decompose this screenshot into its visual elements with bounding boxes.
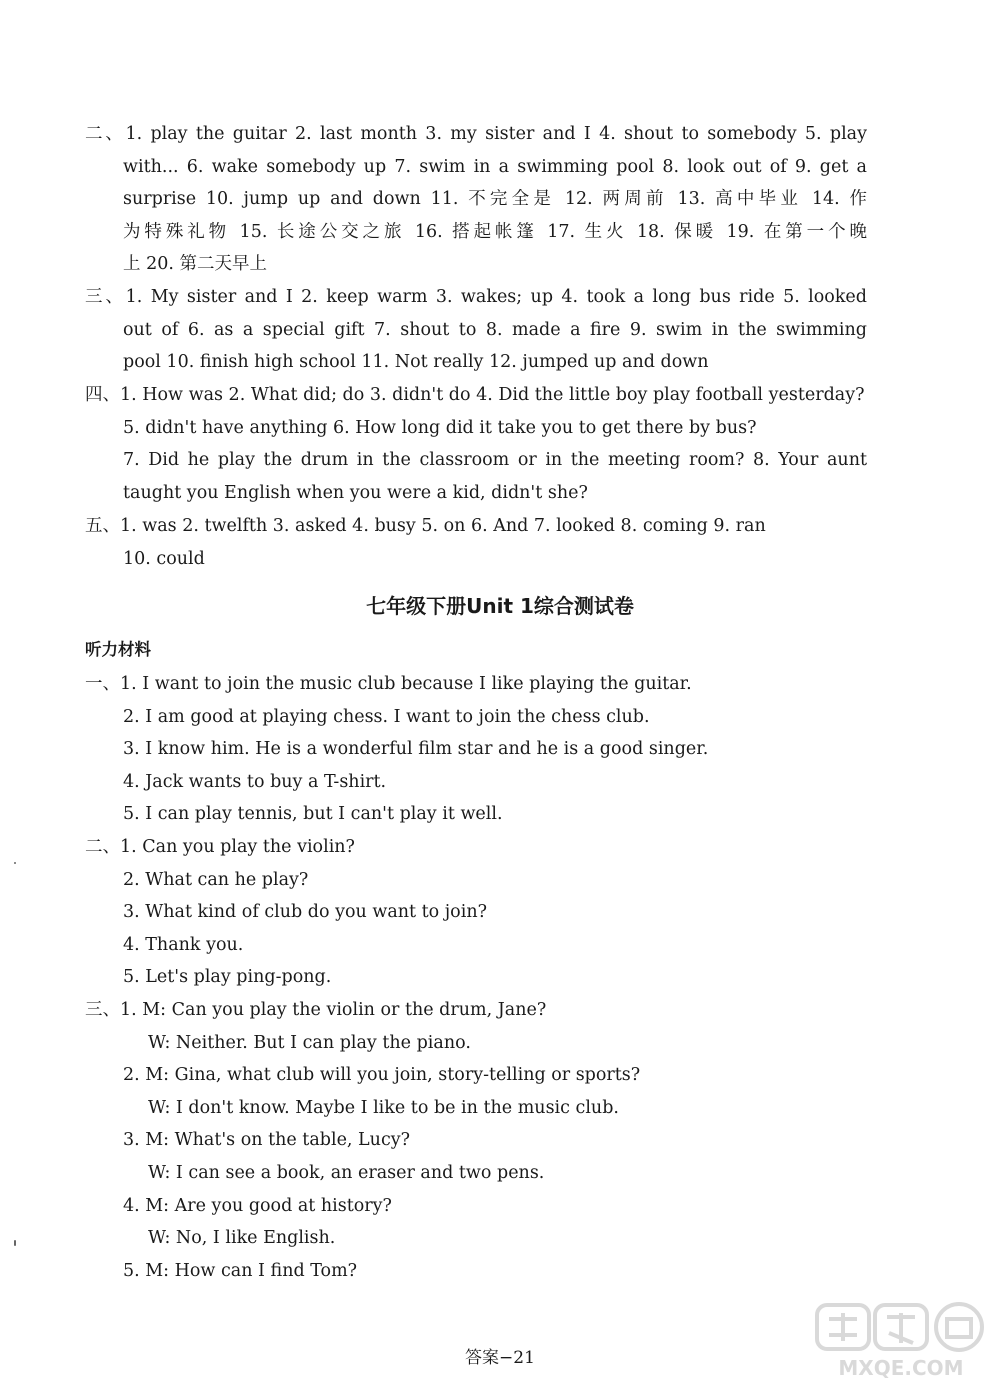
answer-line: 5. didn't have anything 6. How long did it take you to get there by bus? bbox=[123, 417, 757, 438]
listening-line: 2. What can he play? bbox=[123, 869, 309, 890]
answer-section-5 bbox=[85, 510, 867, 575]
dialogue-line: 三、1. M: Can you play the violin or the drum, Jane? bbox=[85, 1000, 547, 1020]
answer-line: 三、1. My sister and I 2. keep warm 3. wakes; up 4. took a long bus ride 5. looked bbox=[85, 287, 867, 307]
answer-line: 为特殊礼物 15. 长途公交之旅 16. 搭起帐篷 17. 生火 18. 保暖 19. 在第一个晚 bbox=[123, 221, 867, 242]
listening-line: 4. Thank you. bbox=[123, 934, 244, 955]
dialogue-line: W: I don't know. Maybe I like to be in the music club. bbox=[148, 1097, 619, 1118]
listening-section-2 bbox=[85, 831, 487, 994]
listening-line: 4. Jack wants to buy a T-shirt. bbox=[123, 771, 387, 792]
answer-line: out of 6. as a special gift 7. shout to 8. made a fire 9. swim in the swimming bbox=[123, 319, 867, 340]
answer-line: taught you English when you were a kid, didn't she? bbox=[123, 482, 588, 503]
answer-line: 五、1. was 2. twelfth 3. asked 4. busy 5. on 6. And 7. looked 8. coming 9. ran bbox=[85, 516, 766, 536]
answer-line: 7. Did he play the drum in the classroom or in the meeting room? 8. Your aunt bbox=[123, 450, 867, 471]
listening-heading: 听力材料 bbox=[85, 640, 151, 659]
dialogue-line: W: Neither. But I can play the piano. bbox=[148, 1032, 471, 1053]
answer-line: 10. could bbox=[123, 548, 205, 569]
dialogue-line: W: I can see a book, an eraser and two pens. bbox=[148, 1162, 545, 1183]
listening-section-1 bbox=[85, 668, 708, 831]
watermark-logo bbox=[813, 1301, 988, 1381]
answer-line: 四、1. How was 2. What did; do 3. didn't do 4. Did the little boy play football yesterday? bbox=[85, 385, 865, 405]
listening-section-3 bbox=[85, 994, 640, 1287]
listening-line: 二、1. Can you play the violin? bbox=[85, 837, 355, 857]
answer-section-3 bbox=[85, 281, 867, 379]
listening-line: 3. What kind of club do you want to join? bbox=[123, 902, 487, 923]
listening-line: 5. Let's play ping-pong. bbox=[123, 967, 332, 988]
scan-speck bbox=[14, 1240, 16, 1246]
dialogue-line: 5. M: How can I find Tom? bbox=[123, 1260, 358, 1281]
listening-line: 一、1. I want to join the music club because I like playing the guitar. bbox=[85, 674, 692, 694]
listening-line: 3. I know him. He is a wonderful film star and he is a good singer. bbox=[123, 739, 709, 760]
answer-line: pool 10. finish high school 11. Not really 12. jumped up and down bbox=[123, 352, 709, 373]
page-number: 答案−21 bbox=[465, 1348, 535, 1368]
svg-text:MXQE.COM: MXQE.COM bbox=[838, 1356, 964, 1380]
answer-line: with... 6. wake somebody up 7. swim in a swimming pool 8. look out of 9. get a bbox=[123, 156, 867, 177]
answer-line: surprise 10. jump up and down 11. 不完全是 12. 两周前 13. 高中毕业 14. 作 bbox=[123, 189, 867, 210]
dialogue-line: 2. M: Gina, what club will you join, story-telling or sports? bbox=[123, 1065, 641, 1086]
answer-section-2 bbox=[85, 118, 867, 281]
answer-line: 二、1. play the guitar 2. last month 3. my sister and I 4. shout to somebody 5. play bbox=[85, 124, 867, 144]
section-title: 七年级下册Unit 1综合测试卷 bbox=[366, 594, 634, 618]
dialogue-line: W: No, I like English. bbox=[148, 1228, 336, 1249]
dialogue-line: 3. M: What's on the table, Lucy? bbox=[123, 1130, 411, 1151]
answer-line: 上 20. 第二天早上 bbox=[123, 254, 267, 275]
answer-section-4 bbox=[85, 379, 867, 509]
listening-line: 5. I can play tennis, but I can't play it well. bbox=[123, 804, 503, 825]
dialogue-line: 4. M: Are you good at history? bbox=[123, 1195, 392, 1216]
listening-line: 2. I am good at playing chess. I want to join the chess club. bbox=[123, 706, 650, 727]
scan-speck bbox=[14, 862, 16, 864]
